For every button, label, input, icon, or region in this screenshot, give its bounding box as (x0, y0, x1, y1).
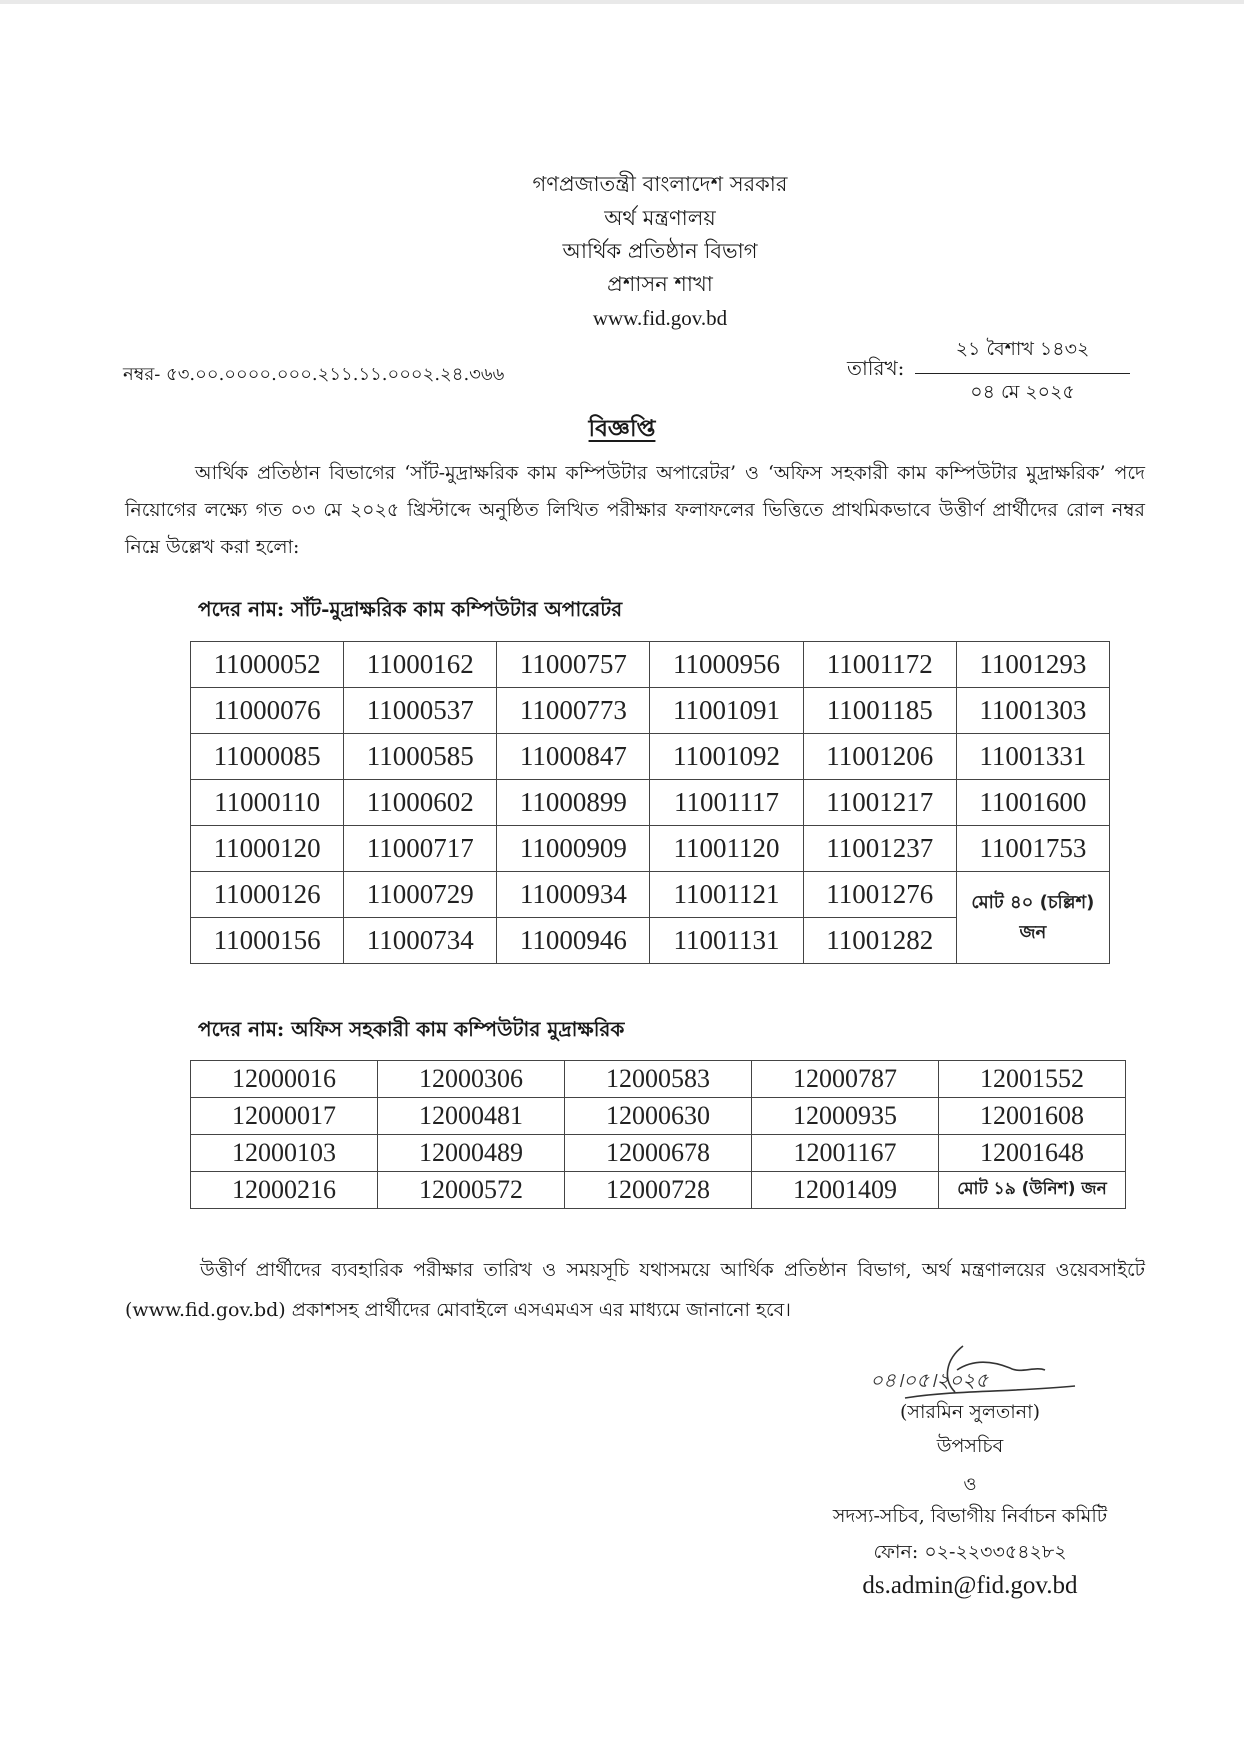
roll-number-cell: 12001167 (752, 1135, 939, 1172)
roll-number-cell: 11001217 (803, 780, 956, 826)
roll-number-cell: 11000956 (650, 642, 803, 688)
roll-number-cell: 11000585 (344, 734, 497, 780)
roll-number-cell: 11000120 (191, 826, 344, 872)
roll-number-cell: 11001185 (803, 688, 956, 734)
signatory-role: সদস্য-সচিব, বিভাগীয় নির্বাচন কমিটি (832, 1505, 1108, 1527)
section2-roll-table (190, 1060, 1126, 1209)
roll-number-cell: 11000085 (191, 734, 344, 780)
total-count-cell: মোট ৪০ (চল্লিশ) জন (956, 872, 1109, 964)
roll-number-cell: 12000678 (565, 1135, 752, 1172)
roll-number-cell: 11001091 (650, 688, 803, 734)
roll-number-cell: 11000156 (191, 918, 344, 964)
date-gregorian: ০৪ মে ২০২৫ (970, 381, 1075, 403)
roll-number-cell: 12001409 (752, 1172, 939, 1209)
signatory-phone: ফোন: ০২-২২৩৩৫৪২৮২ (873, 1541, 1067, 1563)
section1-title: পদের নাম: সাঁট-মুদ্রাক্ষরিক কাম কম্পিউটার অপারেটর (198, 597, 623, 621)
table-row (191, 688, 1110, 734)
roll-number-cell: 12000935 (752, 1098, 939, 1135)
date-bangla: ২১ বৈশাখ ১৪৩২ (915, 335, 1130, 374)
roll-number-cell: 12000728 (565, 1172, 752, 1209)
table-row (191, 642, 1110, 688)
roll-number-cell: 11001117 (650, 780, 803, 826)
roll-number-cell: 11000847 (497, 734, 650, 780)
roll-number-cell: 11000734 (344, 918, 497, 964)
roll-number-cell: 12001608 (939, 1098, 1126, 1135)
roll-number-cell: 12000216 (191, 1172, 378, 1209)
table-row (191, 780, 1110, 826)
roll-number-cell: 11000162 (344, 642, 497, 688)
roll-number-cell: 11001206 (803, 734, 956, 780)
roll-number-cell: 11000946 (497, 918, 650, 964)
roll-number-cell: 11001131 (650, 918, 803, 964)
date-block (915, 335, 1130, 410)
table-row (191, 1172, 1126, 1209)
roll-number-cell: 11000757 (497, 642, 650, 688)
signatory-designation: উপসচিব (936, 1435, 1004, 1457)
roll-number-cell: 12000572 (378, 1172, 565, 1209)
roll-number-cell: 11001303 (956, 688, 1109, 734)
roll-number-cell: 11001600 (956, 780, 1109, 826)
roll-number-cell: 11000076 (191, 688, 344, 734)
signatory-conjunction: ও (963, 1474, 977, 1495)
scan-edge (0, 0, 1244, 4)
roll-number-cell: 11001172 (803, 642, 956, 688)
roll-number-cell: 11000909 (497, 826, 650, 872)
roll-number-cell: 12000630 (565, 1098, 752, 1135)
section1-roll-table (190, 641, 1110, 964)
roll-number-cell: 11001331 (956, 734, 1109, 780)
roll-number-cell: 11001276 (803, 872, 956, 918)
roll-number-cell: 12000017 (191, 1098, 378, 1135)
table-row (191, 734, 1110, 780)
intro-paragraph: আর্থিক প্রতিষ্ঠান বিভাগের ‘সাঁট-মুদ্রাক্ষরিক কাম কম্পিউটার অপারেটর’ ও ‘অফিস সহকারী কাম কম্পিউটার মুদ্রাক্ষরিক’ পদে নিয়োগের লক্ষ্যে গত ০৩ মে ২০২৫ খ্রিস্টাব্দে অনুষ্ঠিত লিখিত পরীক্ষার ফলাফলের ভিত্তিতে প্রাথমিকভাবে উত্তীর্ণ প্রার্থীদের রোল নম্বর নিম্নে উল্লেখ করা হলো: (125, 462, 1145, 558)
roll-number-cell: 12000103 (191, 1135, 378, 1172)
footer-paragraph: উত্তীর্ণ প্রার্থীদের ব্যবহারিক পরীক্ষার তারিখ ও সময়সূচি যথাসময়ে আর্থিক প্রতিষ্ঠান বিভাগ, অর্থ মন্ত্রণালয়ের ওয়েবসাইটে (www.fid.gov.bd) প্রকাশসহ প্রার্থীদের মোবাইলে এসএমএস এর মাধ্যমে জানানো হবে। (125, 1259, 1145, 1321)
roll-number-cell: 12000583 (565, 1061, 752, 1098)
signatory-name: (সারমিন সুলতানা) (899, 1401, 1041, 1423)
roll-number-cell: 11000110 (191, 780, 344, 826)
memo-number: নম্বর- ৫৩.০০.০০০০.০০০.২১১.১১.০০০২.২৪.৩৬৬ (123, 364, 505, 385)
roll-number-cell: 11000052 (191, 642, 344, 688)
total-count-cell: মোট ১৯ (উনিশ) জন (939, 1172, 1126, 1209)
table-row (191, 1098, 1126, 1135)
table-row (191, 1061, 1126, 1098)
roll-number-cell: 11001293 (956, 642, 1109, 688)
section2-title: পদের নাম: অফিস সহকারী কাম কম্পিউটার মুদ্রাক্ষরিক (198, 1017, 625, 1041)
roll-number-cell: 11000537 (344, 688, 497, 734)
roll-number-cell: 12000016 (191, 1061, 378, 1098)
roll-number-cell: 11000773 (497, 688, 650, 734)
roll-number-cell: 12000489 (378, 1135, 565, 1172)
roll-number-cell: 11001121 (650, 872, 803, 918)
signatory-email[interactable]: ds.admin@fid.gov.bd (862, 1572, 1078, 1599)
notice-title-text: বিজ্ঞপ্তি (588, 415, 656, 442)
roll-number-cell: 11000729 (344, 872, 497, 918)
roll-number-cell: 12001648 (939, 1135, 1126, 1172)
signature-date: ০৪।০৫।২০২৫ (870, 1370, 989, 1392)
roll-number-cell: 11000899 (497, 780, 650, 826)
roll-number-cell: 11000934 (497, 872, 650, 918)
table-row (191, 1135, 1126, 1172)
table-row (191, 872, 1110, 918)
roll-number-cell: 11001120 (650, 826, 803, 872)
roll-number-cell: 11001092 (650, 734, 803, 780)
roll-number-cell: 12000306 (378, 1061, 565, 1098)
roll-number-cell: 11001282 (803, 918, 956, 964)
roll-number-cell: 11001753 (956, 826, 1109, 872)
roll-number-cell: 12000481 (378, 1098, 565, 1135)
ministry-name: অর্থ মন্ত্রণালয় (604, 206, 716, 230)
division-name: আর্থিক প্রতিষ্ঠান বিভাগ (562, 239, 758, 263)
table-row (191, 826, 1110, 872)
roll-number-cell: 11000717 (344, 826, 497, 872)
roll-number-cell: 11000126 (191, 872, 344, 918)
website-link[interactable]: www.fid.gov.bd (592, 306, 728, 330)
roll-number-cell: 11001237 (803, 826, 956, 872)
date-label: তারিখ: (847, 356, 905, 380)
notice-title (0, 410, 1244, 449)
branch-name: প্রশাসন শাখা (607, 272, 713, 296)
roll-number-cell: 12000787 (752, 1061, 939, 1098)
government-name: গণপ্রজাতন্ত্রী বাংলাদেশ সরকার (532, 172, 788, 196)
roll-number-cell: 12001552 (939, 1061, 1126, 1098)
roll-number-cell: 11000602 (344, 780, 497, 826)
